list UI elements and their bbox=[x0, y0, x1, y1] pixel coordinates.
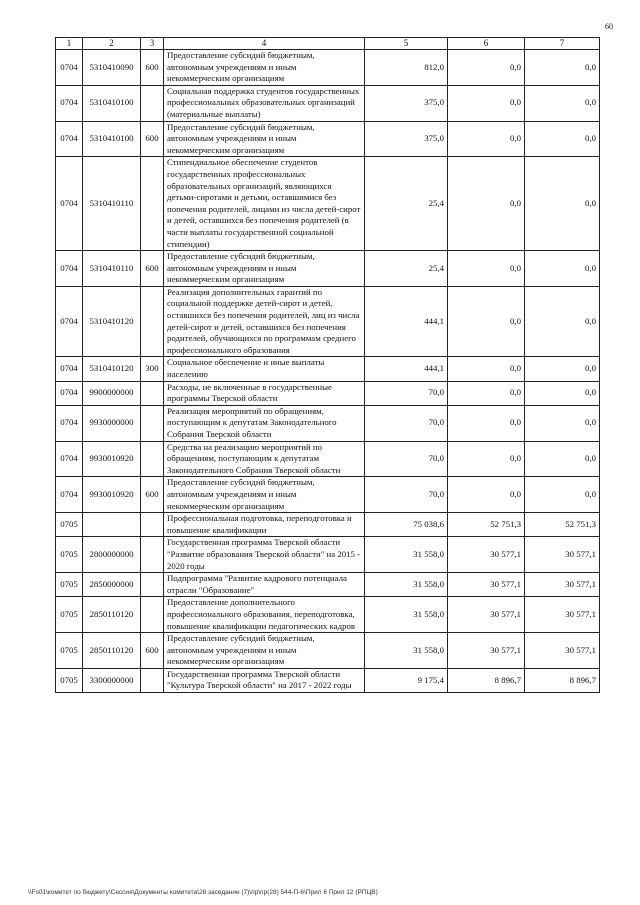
expense-type-cell: 600 bbox=[141, 50, 164, 86]
table-header-row bbox=[56, 38, 600, 50]
target-article-cell: 9900000000 bbox=[83, 381, 141, 405]
expense-type-cell bbox=[141, 157, 164, 251]
table-row bbox=[56, 381, 600, 405]
header-cell: 4 bbox=[164, 38, 365, 50]
target-article-cell: 5310410110 bbox=[83, 157, 141, 251]
header-cell: 6 bbox=[448, 38, 525, 50]
amount-cell: 0,0 bbox=[448, 405, 525, 441]
amount-cell: 0,0 bbox=[525, 157, 600, 251]
description-cell: Предоставление субсидий бюджетным, автономным учреждениям и иным некоммерческим организациям bbox=[164, 121, 365, 157]
header-cell: 7 bbox=[525, 38, 600, 50]
table-row bbox=[56, 85, 600, 121]
amount-cell: 70,0 bbox=[365, 381, 448, 405]
section-code-cell: 0705 bbox=[56, 597, 83, 633]
description-cell: Реализация дополнительных гарантий по социальной поддержке детей-сирот и детей, оставшихся без попечения родителей, лиц из числа детей-сирот и детей, оставшихся без попечения родителей, обучающихся по программам среднего профессионального образования bbox=[164, 286, 365, 357]
header-cell: 1 bbox=[56, 38, 83, 50]
table-row bbox=[56, 668, 600, 692]
amount-cell: 0,0 bbox=[525, 121, 600, 157]
amount-cell: 0,0 bbox=[448, 85, 525, 121]
target-article-cell: 2850110120 bbox=[83, 633, 141, 669]
amount-cell: 30 577,1 bbox=[448, 537, 525, 573]
description-cell: Предоставление дополнительного профессионального образования, переподготовка, повышение квалификации педагогических кадров bbox=[164, 597, 365, 633]
target-article-cell: 9930010920 bbox=[83, 441, 141, 477]
expense-type-cell bbox=[141, 441, 164, 477]
amount-cell: 31 558,0 bbox=[365, 633, 448, 669]
table-row bbox=[56, 121, 600, 157]
amount-cell: 0,0 bbox=[525, 405, 600, 441]
amount-cell: 70,0 bbox=[365, 441, 448, 477]
amount-cell: 70,0 bbox=[365, 405, 448, 441]
target-article-cell: 5310410100 bbox=[83, 121, 141, 157]
description-cell: Социальное обеспечение и иные выплаты населению bbox=[164, 357, 365, 381]
amount-cell: 0,0 bbox=[525, 357, 600, 381]
section-code-cell: 0704 bbox=[56, 251, 83, 287]
amount-cell: 30 577,1 bbox=[448, 633, 525, 669]
section-code-cell: 0704 bbox=[56, 357, 83, 381]
amount-cell: 75 038,6 bbox=[365, 513, 448, 537]
amount-cell: 0,0 bbox=[448, 441, 525, 477]
amount-cell: 0,0 bbox=[525, 286, 600, 357]
section-code-cell: 0704 bbox=[56, 157, 83, 251]
amount-cell: 0,0 bbox=[448, 381, 525, 405]
description-cell: Предоставление субсидий бюджетным, автономным учреждениям и иным некоммерческим организациям bbox=[164, 633, 365, 669]
expense-type-cell: 600 bbox=[141, 633, 164, 669]
amount-cell: 0,0 bbox=[448, 157, 525, 251]
description-cell: Социальная поддержка студентов государственных профессиональных образовательных организаций (материальные выплаты) bbox=[164, 85, 365, 121]
amount-cell: 0,0 bbox=[525, 50, 600, 86]
expense-type-cell: 600 bbox=[141, 121, 164, 157]
target-article-cell: 2850110120 bbox=[83, 597, 141, 633]
section-code-cell: 0704 bbox=[56, 405, 83, 441]
section-code-cell: 0704 bbox=[56, 121, 83, 157]
description-cell: Государственная программа Тверской области "Культура Тверской области" на 2017 - 2022 годы bbox=[164, 668, 365, 692]
expense-type-cell bbox=[141, 405, 164, 441]
amount-cell: 25,4 bbox=[365, 251, 448, 287]
section-code-cell: 0704 bbox=[56, 381, 83, 405]
table-row bbox=[56, 537, 600, 573]
target-article-cell bbox=[83, 513, 141, 537]
amount-cell: 0,0 bbox=[448, 251, 525, 287]
amount-cell: 0,0 bbox=[525, 251, 600, 287]
amount-cell: 25,4 bbox=[365, 157, 448, 251]
target-article-cell: 3300000000 bbox=[83, 668, 141, 692]
expense-type-cell: 300 bbox=[141, 357, 164, 381]
section-code-cell: 0704 bbox=[56, 85, 83, 121]
amount-cell: 8 896,7 bbox=[448, 668, 525, 692]
amount-cell: 0,0 bbox=[525, 441, 600, 477]
amount-cell: 31 558,0 bbox=[365, 573, 448, 597]
amount-cell: 0,0 bbox=[525, 477, 600, 513]
section-code-cell: 0705 bbox=[56, 513, 83, 537]
table-row bbox=[56, 441, 600, 477]
expense-type-cell: 600 bbox=[141, 477, 164, 513]
expense-type-cell bbox=[141, 85, 164, 121]
expense-type-cell bbox=[141, 381, 164, 405]
description-cell: Профессиональная подготовка, переподготовка и повышение квалификации bbox=[164, 513, 365, 537]
table-row bbox=[56, 286, 600, 357]
amount-cell: 30 577,1 bbox=[525, 633, 600, 669]
amount-cell: 8 896,7 bbox=[525, 668, 600, 692]
table-row bbox=[56, 50, 600, 86]
amount-cell: 52 751,3 bbox=[448, 513, 525, 537]
expense-type-cell bbox=[141, 513, 164, 537]
description-cell: Подпрограмма "Развитие кадрового потенциала отрасли "Образование" bbox=[164, 573, 365, 597]
amount-cell: 444,1 bbox=[365, 357, 448, 381]
expense-type-cell bbox=[141, 597, 164, 633]
expense-type-cell bbox=[141, 537, 164, 573]
amount-cell: 30 577,1 bbox=[525, 537, 600, 573]
table-row bbox=[56, 157, 600, 251]
table-row bbox=[56, 357, 600, 381]
page-number: 60 bbox=[605, 22, 613, 31]
description-cell: Расходы, не включенные в государственные программы Тверской области bbox=[164, 381, 365, 405]
footer-file-path: \\Fs01\комитет по бюджету\Сессия\Документы комитета\28 заседание (7)\пр\пр(28) 544-П-6\Прил 6 Прил 12 (РПЦВ) bbox=[28, 889, 378, 896]
table-row bbox=[56, 573, 600, 597]
amount-cell: 0,0 bbox=[525, 381, 600, 405]
table-row bbox=[56, 405, 600, 441]
section-code-cell: 0705 bbox=[56, 633, 83, 669]
target-article-cell: 5310410120 bbox=[83, 286, 141, 357]
description-cell: Предоставление субсидий бюджетным, автономным учреждениям и иным некоммерческим организациям bbox=[164, 50, 365, 86]
section-code-cell: 0704 bbox=[56, 50, 83, 86]
description-cell: Государственная программа Тверской области "Развитие образования Тверской области" на 2015 - 2020 годы bbox=[164, 537, 365, 573]
amount-cell: 0,0 bbox=[448, 121, 525, 157]
description-cell: Стипендиальное обеспечение студентов государственных профессиональных образовательных организаций, являющихся детьми-сиротами и детьми, оставшимися без попечения родителей, лицами из числа детей-сирот и детей, оставшихся без попечения родителей (в части выплаты государственной социальной стипендии) bbox=[164, 157, 365, 251]
table-row bbox=[56, 597, 600, 633]
amount-cell: 30 577,1 bbox=[525, 597, 600, 633]
amount-cell: 0,0 bbox=[448, 477, 525, 513]
amount-cell: 30 577,1 bbox=[525, 573, 600, 597]
table-row bbox=[56, 633, 600, 669]
amount-cell: 30 577,1 bbox=[448, 597, 525, 633]
table-row bbox=[56, 251, 600, 287]
table-body bbox=[56, 50, 600, 693]
amount-cell: 30 577,1 bbox=[448, 573, 525, 597]
amount-cell: 0,0 bbox=[448, 50, 525, 86]
amount-cell: 0,0 bbox=[448, 357, 525, 381]
expense-type-cell bbox=[141, 286, 164, 357]
section-code-cell: 0704 bbox=[56, 477, 83, 513]
amount-cell: 70,0 bbox=[365, 477, 448, 513]
amount-cell: 31 558,0 bbox=[365, 597, 448, 633]
amount-cell: 444,1 bbox=[365, 286, 448, 357]
amount-cell: 9 175,4 bbox=[365, 668, 448, 692]
table-row bbox=[56, 513, 600, 537]
target-article-cell: 9930010920 bbox=[83, 477, 141, 513]
header-cell: 3 bbox=[141, 38, 164, 50]
section-code-cell: 0704 bbox=[56, 286, 83, 357]
amount-cell: 375,0 bbox=[365, 85, 448, 121]
section-code-cell: 0705 bbox=[56, 668, 83, 692]
expense-type-cell bbox=[141, 668, 164, 692]
expense-type-cell: 600 bbox=[141, 251, 164, 287]
description-cell: Реализация мероприятий по обращениям, поступающим к депутатам Законодательного Собрания Тверской области bbox=[164, 405, 365, 441]
target-article-cell: 5310410110 bbox=[83, 251, 141, 287]
target-article-cell: 5310410100 bbox=[83, 85, 141, 121]
amount-cell: 52 751,3 bbox=[525, 513, 600, 537]
table-row bbox=[56, 477, 600, 513]
amount-cell: 31 558,0 bbox=[365, 537, 448, 573]
description-cell: Предоставление субсидий бюджетным, автономным учреждениям и иным некоммерческим организациям bbox=[164, 251, 365, 287]
header-cell: 2 bbox=[83, 38, 141, 50]
section-code-cell: 0705 bbox=[56, 537, 83, 573]
section-code-cell: 0704 bbox=[56, 441, 83, 477]
amount-cell: 0,0 bbox=[525, 85, 600, 121]
target-article-cell: 2800000000 bbox=[83, 537, 141, 573]
amount-cell: 0,0 bbox=[448, 286, 525, 357]
target-article-cell: 5310410090 bbox=[83, 50, 141, 86]
description-cell: Предоставление субсидий бюджетным, автономным учреждениям и иным некоммерческим организациям bbox=[164, 477, 365, 513]
amount-cell: 375,0 bbox=[365, 121, 448, 157]
budget-table bbox=[55, 37, 600, 693]
header-cell: 5 bbox=[365, 38, 448, 50]
target-article-cell: 5310410120 bbox=[83, 357, 141, 381]
amount-cell: 812,0 bbox=[365, 50, 448, 86]
target-article-cell: 9930000000 bbox=[83, 405, 141, 441]
expense-type-cell bbox=[141, 573, 164, 597]
section-code-cell: 0705 bbox=[56, 573, 83, 597]
description-cell: Средства на реализацию мероприятий по обращениям, поступающим к депутатам Законодательного Собрания Тверской области bbox=[164, 441, 365, 477]
target-article-cell: 2850000000 bbox=[83, 573, 141, 597]
